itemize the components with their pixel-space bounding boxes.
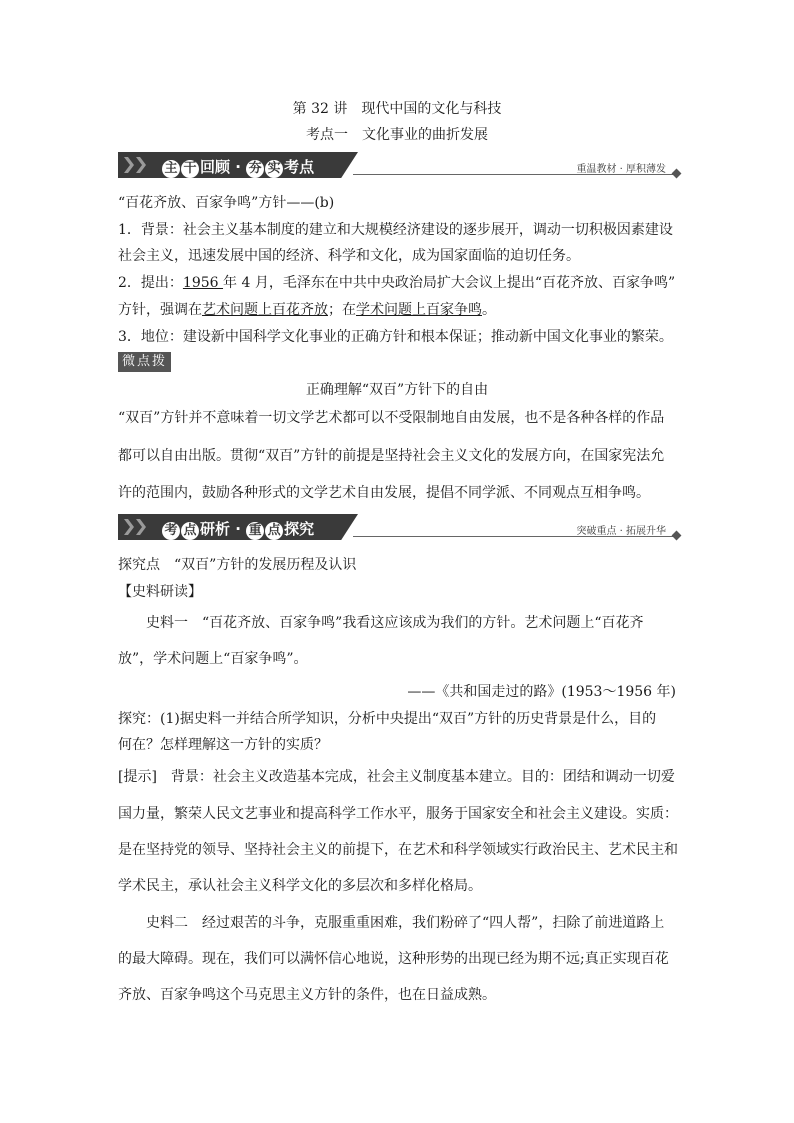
- source2-line2: 的最大障碍。现在，我们可以满怀信心地说，这种形势的出现已经为期不远;真正实现百花: [118, 951, 669, 967]
- proposal-line2: 方针，强调在艺术问题上百花齐放；在学术问题上百家争鸣。: [118, 302, 496, 318]
- background-line2: 社会主义，迅速发展中国的经济、科学和文化，成为国家面临的迫切任务。: [118, 248, 580, 264]
- source1-line1: 史料一 “百花齐放、百家争鸣”我看这应该成为我们的方针。艺术问题上“百花齐: [146, 615, 644, 631]
- tip-line3: 许的范围内，鼓励各种形式的文学艺术自由发展，提倡不同学派、不同观点互相争鸣。: [118, 485, 650, 501]
- background-line1: 1．背景：社会主义基本制度的建立和大规模经济建设的逐步展开，调动一切积极因素建设: [118, 222, 673, 238]
- question1-line1: 探究：(1)据史料一并结合所学知识，分析中央提出“双百”方针的历史背景是什么，目的: [118, 711, 657, 727]
- reading-heading: 【史料研读】: [118, 584, 202, 600]
- tip-title: 正确理解“双百”方针下的自由: [305, 382, 489, 398]
- source1-citation: ——《共和国走过的路》(1953～1956 年): [407, 684, 676, 700]
- tip-badge: 微点拨: [118, 352, 171, 372]
- diamond-icon: [672, 531, 682, 541]
- banner-tag: 突破重点 · 拓展升华: [576, 526, 666, 537]
- answer1-line3: 是在坚持党的领导、坚持社会主义的前提下，在艺术和科学领域实行政治民主、艺术民主和: [118, 842, 678, 858]
- tip-line1: “双百”方针并不意味着一切文学艺术都可以不受限制地自由发展，也不是各种各样的作品: [118, 410, 665, 426]
- inquiry-point: 探究点 “双百”方针的发展历程及认识: [118, 557, 357, 573]
- diamond-icon: [672, 169, 682, 179]
- status-line: 3．地位：建设新中国科学文化事业的正确方针和根本保证；推动新中国文化事业的繁荣。: [118, 329, 673, 345]
- source2-line1: 史料二 经过艰苦的斗争，克服重重困难，我们粉碎了“四人帮”，扫除了前进道路上: [146, 915, 665, 931]
- question1-line2: 何在？怎样理解这一方针的实质？: [118, 737, 328, 753]
- banner-tag: 重温教材 · 厚积薄发: [576, 164, 666, 175]
- source2-line3: 齐放、百家争鸣这个马克思主义方针的条件，也在日益成熟。: [118, 987, 496, 1003]
- section-banner-analysis: [118, 514, 680, 540]
- section1-heading: “百花齐放、百家争鸣”方针——(b): [118, 195, 335, 211]
- answer1-line1: [提示] 背景：社会主义改造基本完成，社会主义制度基本建立。目的：团结和调动一切爱: [118, 769, 675, 785]
- banner-label: 考 点 研析 · 重 点 探究: [162, 518, 314, 540]
- banner-label: 主 干 回顾 · 夯 实 考点: [162, 156, 314, 178]
- topic-title: 考点一 文化事业的曲折发展: [306, 127, 488, 143]
- proposal-line1: 2．提出：1956 年 4 月，毛泽东在中共中央政治局扩大会议上提出“百花齐放、百家争鸣”: [118, 275, 676, 291]
- answer1-line2: 国力量，繁荣人民文艺事业和提高科学工作水平，服务于国家安全和社会主义建设。实质：: [118, 806, 678, 822]
- lecture-title: 第 32 讲 现代中国的文化与科技: [292, 101, 502, 117]
- section-banner-review: [118, 152, 680, 178]
- source1-line2: 放”，学术问题上“百家争鸣”。: [118, 651, 308, 667]
- answer1-line4: 学术民主，承认社会主义科学文化的多层次和多样化格局。: [118, 878, 482, 894]
- tip-line2: 都可以自由出版。贯彻“双百”方针的前提是坚持社会主义文化的发展方向，在国家宪法允: [118, 448, 665, 464]
